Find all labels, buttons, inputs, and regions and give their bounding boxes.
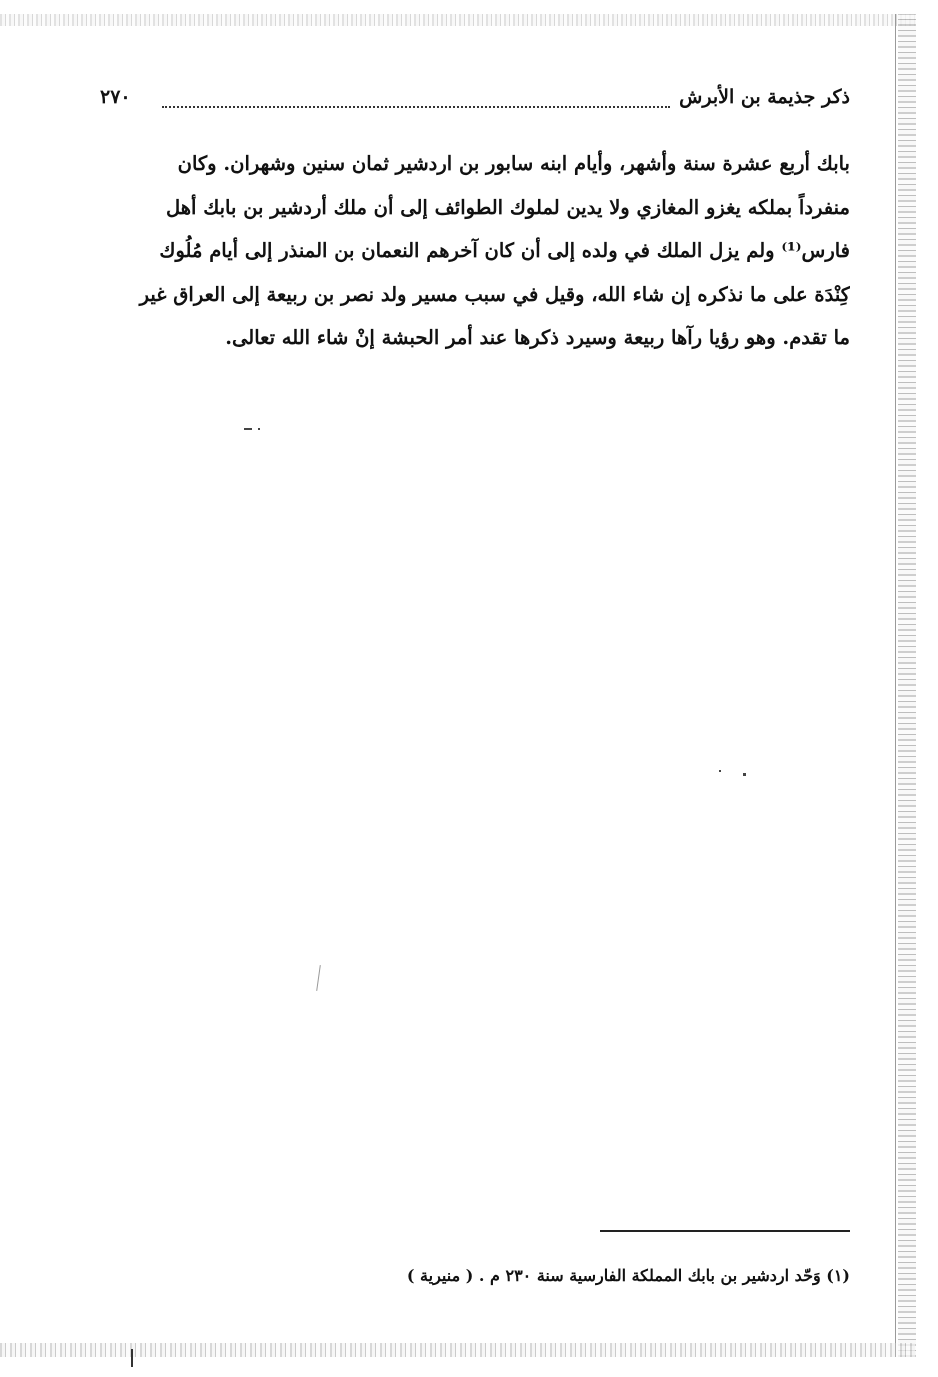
scan-speck [244,428,252,430]
footnote: (١) وَحّد اردشير بن بابك المملكة الفارسية سنة ٢٣٠ م . ( منيرية ) [406,1266,850,1285]
body-line: منفرداً بملكه يغزو المغازي ولا يدين لملوك الطوائف إلى أن ملك أردشير بن بابك أهل [165,195,850,219]
page-number: ٢٧٠ [100,86,131,108]
scan-mark [131,1349,133,1367]
body-text [100,142,850,360]
page-border-right [898,14,916,1357]
running-title: ذكر جذيمة بن الأبرش [679,86,850,108]
page-border-right-line [895,14,896,1357]
scan-speck [258,428,260,430]
scan-speck [743,773,746,776]
body-line: بابك أربع عشرة سنة وأشهر، وأيام ابنه سابور بن اردشير ثمان سنين وشهران. وكان [177,152,850,175]
footnote-separator [600,1230,850,1232]
body-line: فارس⁽¹⁾ ولم يزل الملك في ولده إلى أن كان آخرهم النعمان بن المنذر إلى أيام مُلُوك [159,239,850,262]
scan-speck [719,770,721,772]
body-line: كِنْدَة على ما نذكره إن شاء الله، وقيل في سبب مسير ولد نصر بن ربيعة إلى العراق غير [139,282,850,306]
scan-mark [316,965,321,991]
header-dot-leader [162,106,670,108]
page-header [100,86,850,120]
body-line: ما تقدم. وهو رؤيا رآها ربيعة وسيرد ذكرها عند أمر الحبشة إنْ شاء الله تعالى. [225,326,850,349]
page-border-top [0,14,915,26]
page-border-bottom [0,1343,915,1357]
